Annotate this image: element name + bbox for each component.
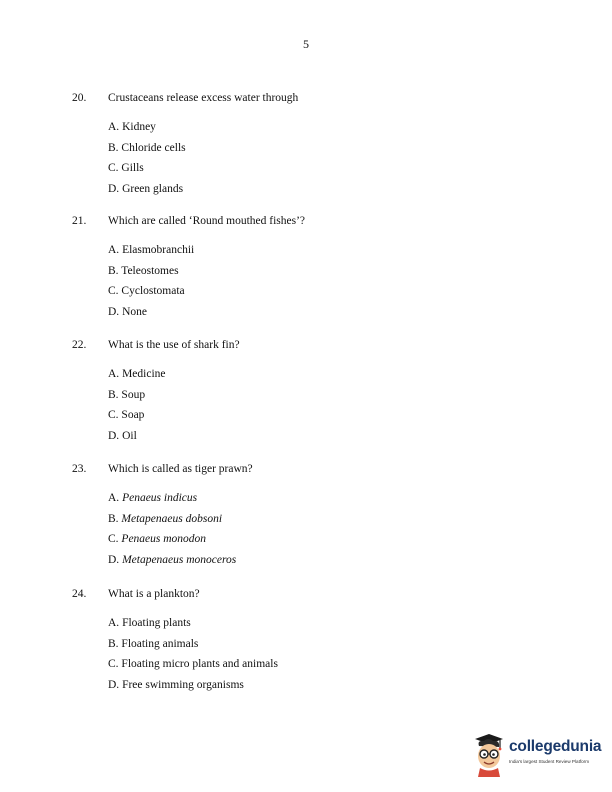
option-b: B. Soup — [108, 388, 146, 401]
option-a: A. Elasmobranchii — [108, 244, 195, 256]
question-number: 23. — [72, 463, 87, 475]
option-b: B. Chloride cells — [108, 141, 186, 154]
logo-tagline: India's largest Student Review Platform — [509, 759, 590, 764]
question-text: What is a plankton? — [108, 588, 200, 600]
option-d: D. Oil — [108, 430, 137, 443]
option-list — [108, 243, 194, 326]
mascot-icon — [471, 733, 507, 777]
question-24 — [0, 588, 612, 692]
option-c: C. Floating micro plants and animals — [108, 658, 278, 671]
option-b: B. Metapenaeus dobsoni — [108, 512, 223, 525]
option-list — [108, 491, 236, 574]
question-20 — [0, 92, 612, 196]
option-b: B. Floating animals — [108, 637, 199, 650]
question-21 — [0, 215, 612, 319]
option-c: C. Gills — [108, 162, 144, 175]
question-text: What is the use of shark fin? — [108, 339, 240, 351]
question-text: Which is called as tiger prawn? — [108, 463, 253, 475]
option-c: C. Soap — [108, 409, 145, 422]
option-c: C. Penaeus monodon — [108, 533, 207, 546]
page-number: 5 — [303, 37, 309, 51]
question-text: Which are called ‘Round mouthed fishes’? — [108, 215, 306, 227]
collegedunia-logo — [471, 733, 604, 779]
option-d: D. Metapenaeus monoceros — [108, 554, 237, 567]
option-a: A. Medicine — [108, 368, 166, 380]
question-23 — [0, 463, 612, 567]
logo-wordmark: collegedunia — [509, 738, 602, 755]
option-a: A. Kidney — [108, 121, 156, 133]
option-d: D. Free swimming organisms — [108, 679, 244, 692]
option-list — [108, 616, 278, 699]
option-list — [108, 367, 166, 450]
option-d: D. None — [108, 306, 147, 319]
question-number: 24. — [72, 588, 87, 600]
question-number: 20. — [72, 92, 87, 104]
question-number: 21. — [72, 215, 87, 227]
option-a: A. Penaeus indicus — [108, 492, 198, 504]
option-d: D. Green glands — [108, 183, 184, 196]
question-text: Crustaceans release excess water through — [108, 92, 299, 104]
option-list — [108, 120, 186, 203]
option-a: A. Floating plants — [108, 617, 191, 629]
question-22 — [0, 339, 612, 443]
option-b: B. Teleostomes — [108, 264, 179, 277]
option-c: C. Cyclostomata — [108, 285, 185, 298]
question-number: 22. — [72, 339, 87, 351]
